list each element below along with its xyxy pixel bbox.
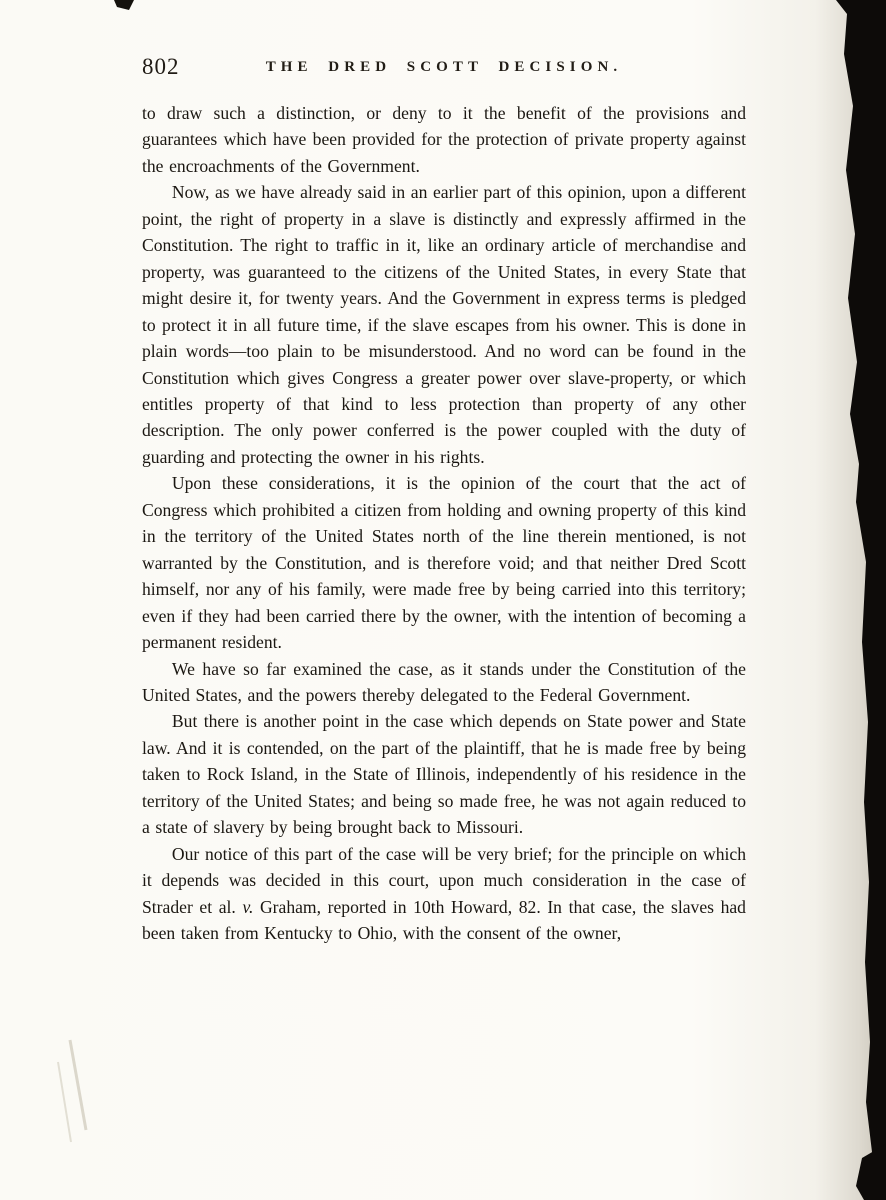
paragraph: We have so far examined the case, as it stands under the Constitution of the United States, and the powers thereby delegated to the Federal Government. [142, 658, 746, 705]
paragraph: Now, as we have already said in an earlier part of this opinion, upon a different point, the right of property in a slave is distinctly and expressly affirmed in the Constitution. The right to traffic in it, like an ordinary article of merchandise and property, was guaranteed to the citizens of the United States, in every State that might desire it, for twenty years. And the Government in express terms is pledged to protect it in all future time, if the slave escapes from his owner. This is done in plain words—too plain to be misunderstood. And no word can be found in the Constitution which gives Congress a greater power over slave-property, or which entitles property of that kind to less protection than property of any other description. The only power conferred is the power coupled with the duty of guarding and protecting the owner in his rights. [142, 182, 746, 467]
paragraph: Upon these considerations, it is the opinion of the court that the act of Congress which prohibited a citizen from holding and owning property of this kind in the territory of the United States north of the line therein mentioned, is not warranted by the Constitution, and is therefore void; and that neither Dred Scott himself, nor any of his family, were made free by being carried into this territory; even if they had been carried there by the owner, with the intention of becoming a permanent resident. [142, 473, 746, 653]
paragraph: to draw such a distinction, or deny to it the benefit of the provisions and guarantees which have been provided for the protection of private property against the encroachments of the Government. [142, 103, 746, 176]
page-number: 802 [142, 54, 180, 79]
page-header [142, 54, 746, 84]
page-body [142, 100, 746, 947]
paragraph: But there is another point in the case which depends on State power and State law. And it is contended, on the part of the plaintiff, that he is made free by being taken to Rock Island, in the State of Illinois, independently of his residence in the territory of the United States; and being so made free, he was not again reduced to a state of slavery by being brought back to Missouri. [142, 711, 746, 838]
running-title: THE DRED SCOTT DECISION. [265, 59, 623, 75]
paragraph: Our notice of this part of the case will be very brief; for the principle on which it depends was decided in this court, upon much consideration in the case of Strader et al. v. Graham, reported in 10th Howard, 82. In that case, the slaves had been taken from Kentucky to Ohio, with the consent of the owner, [142, 843, 746, 944]
